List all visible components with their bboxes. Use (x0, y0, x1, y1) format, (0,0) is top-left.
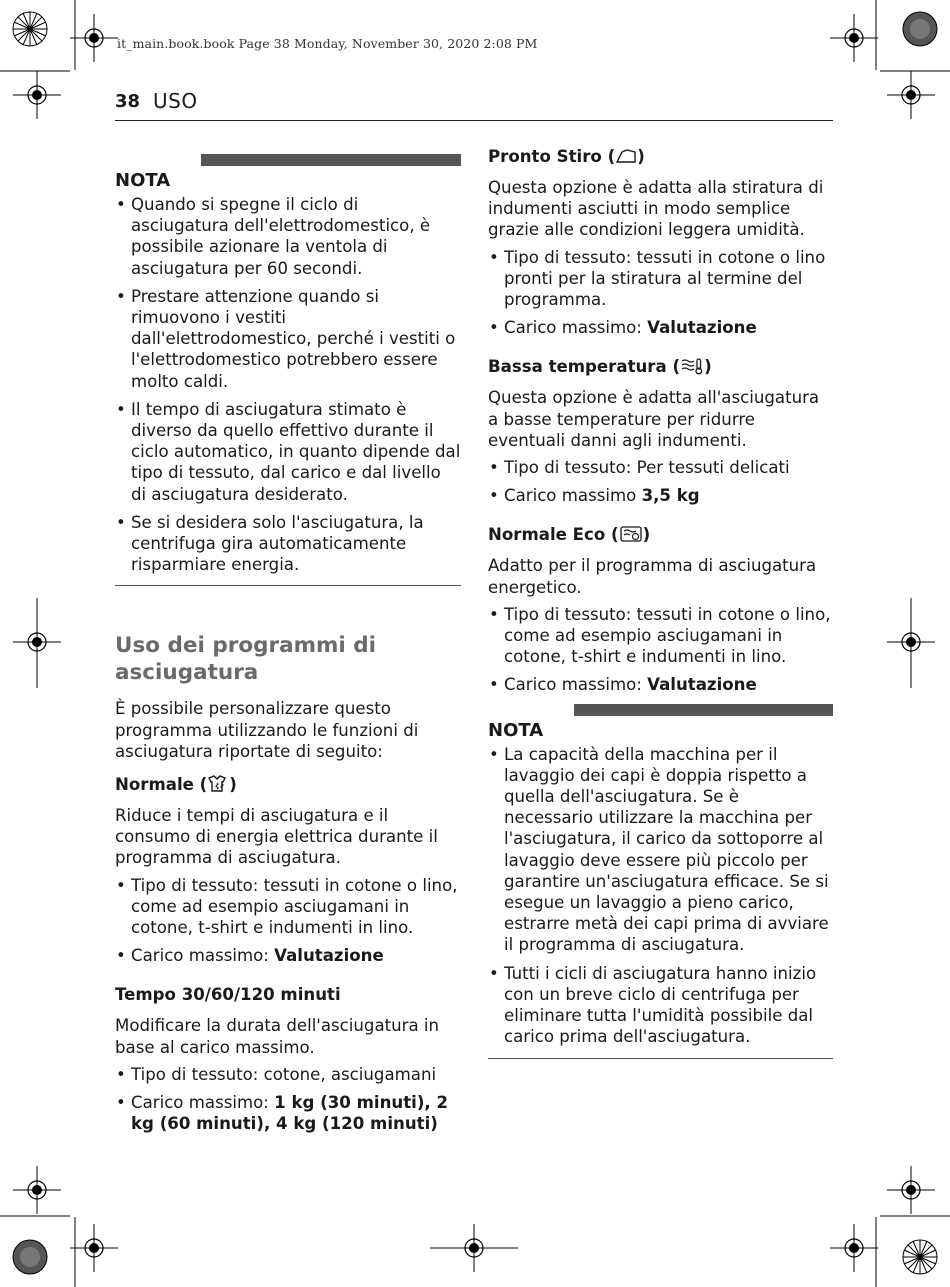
program-description: Questa opzione è adatta all'asciugatura a basse temperature per ridurre eventuali danni agli indumenti. (488, 388, 820, 450)
corner-sunburst-top-left (13, 12, 47, 46)
program-description: Modificare la durata dell'asciugatura in base al carico massimo. (115, 1016, 440, 1057)
program-title: Normale Eco ( ) (488, 525, 651, 545)
note-list (488, 744, 833, 1048)
note-bar (201, 154, 461, 166)
list-item: • Tipo di tessuto: cotone, asciugamani (115, 1064, 461, 1085)
corner-dot-top-right (903, 12, 937, 46)
program-title: Pronto Stiro ( ) (488, 147, 645, 166)
list-item: • Quando si spegne il ciclo di asciugatura dell'elettrodomestico, è possibile azionare la ventola di asciugatura per 60 secondi. (115, 194, 461, 279)
note-box-2 (488, 704, 833, 1059)
program-description: Questa opzione è adatta alla stiratura di indumenti asciutti in modo semplice grazie alle condizioni leggera umidità. (488, 178, 824, 240)
list-item: • La capacità della macchina per il lavaggio dei capi è doppia rispetto a quella dell'asciugatura. Se è necessario utilizzare la macchina per l'asciugatura, il carico da sottoporre al lavaggio deve essere più piccolo per garantire un'asciugatura efficace. Se si esegue un lavaggio a pieno carico, estrarre metà dei capi prima di avviare il programma di asciugatura. (488, 744, 833, 956)
list-item: • Il tempo di asciugatura stimato è diverso da quello effettivo durante il ciclo automatico, in quanto dipende dal tipo di tessuto, dal carico e dal livello di asciugatura desiderato. (115, 399, 461, 505)
list-item: • Prestare attenzione quando si rimuovono i vestiti dall'elettrodomestico, perché i vestiti o l'elettrodomestico potrebbero essere molto caldi. (115, 286, 461, 392)
program-specs (488, 604, 833, 696)
list-item: • Tipo di tessuto: tessuti in cotone o lino, come ad esempio asciugamani in cotone, t-shirt e indumenti in lino. (115, 875, 461, 939)
list-item: • Tipo di tessuto: tessuti in cotone o lino, come ad esempio asciugamani in cotone, t-shirt e indumenti in lino. (488, 604, 833, 668)
note-list (115, 194, 461, 575)
note-title: NOTA (488, 720, 551, 741)
page-header (115, 88, 833, 121)
program-title: Tempo 30/60/120 minuti (115, 985, 341, 1005)
section-name: USO (153, 89, 198, 113)
program-normale-eco (488, 524, 833, 695)
normal-dry-icon (207, 775, 229, 793)
program-normale (115, 774, 461, 966)
list-item: • Tipo di tessuto: tessuti in cotone o lino pronti per la stiratura al termine del programma. (488, 247, 833, 311)
page-number: 38 (115, 91, 141, 112)
iron-icon (615, 147, 637, 165)
program-description: Riduce i tempi di asciugatura e il consumo di energia elettrica durante il programma di asciugatura. (115, 806, 438, 868)
note-box-1 (115, 154, 461, 586)
program-pronto-stiro (488, 146, 833, 338)
list-item: • Carico massimo 3,5 kg (488, 485, 833, 506)
low-temperature-icon (680, 357, 704, 375)
file-info-line: it_main.book.book Page 38 Monday, November 30, 2020 2:08 PM (117, 36, 538, 51)
program-specs (115, 875, 461, 967)
list-item: • Carico massimo: 1 kg (30 minuti), 2 kg (60 minuti), 4 kg (120 minuti) (115, 1092, 461, 1134)
list-item: • Tipo di tessuto: Per tessuti delicati (488, 457, 833, 478)
program-title: Normale ( ) (115, 775, 237, 795)
corner-sunburst-bottom-right (903, 1240, 937, 1274)
right-column (488, 146, 833, 1059)
list-item: • Carico massimo: Valutazione (488, 317, 833, 338)
corner-dot-bottom-left (13, 1240, 47, 1274)
intro-paragraph: È possibile personalizzare questo programma utilizzando le funzioni di asciugatura riportate di seguito: (115, 699, 419, 761)
note-divider (488, 1058, 833, 1059)
left-column (115, 146, 461, 1142)
program-specs (488, 247, 833, 339)
program-bassa-temperatura (488, 356, 833, 506)
note-divider (115, 585, 461, 586)
list-item: • Tutti i cicli di asciugatura hanno inizio con un breve ciclo di centrifuga per eliminare tutta l'umidità possibile dal carico prima dell'asciugatura. (488, 963, 833, 1048)
program-specs (488, 457, 833, 506)
note-title: NOTA (115, 170, 178, 191)
note-bar (574, 704, 833, 716)
list-item: • Carico massimo: Valutazione (115, 945, 461, 966)
program-tempo (115, 984, 461, 1134)
eco-icon (619, 525, 643, 543)
program-description: Adatto per il programma di asciugatura energetico. (488, 556, 817, 597)
list-item: • Se si desidera solo l'asciugatura, la centrifuga gira automaticamente risparmiare energia. (115, 512, 461, 576)
program-specs (115, 1064, 461, 1135)
program-title: Bassa temperatura ( ) (488, 357, 712, 377)
section-title: Uso dei programmi di asciugatura (115, 633, 377, 686)
list-item: • Carico massimo: Valutazione (488, 674, 833, 695)
